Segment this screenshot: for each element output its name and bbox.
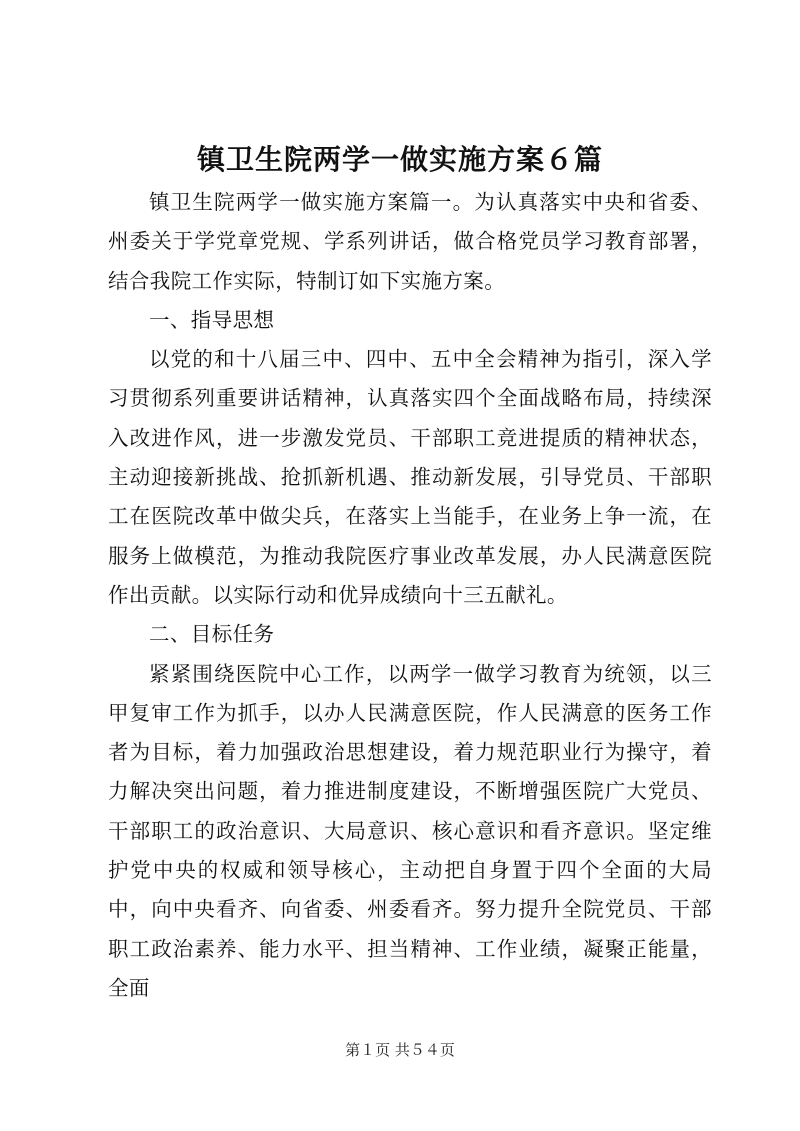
section-heading-guiding-ideology: 一、指导思想	[149, 307, 275, 332]
page-number: 第１页 共５４页	[345, 1041, 455, 1059]
guiding-ideology-paragraph: 以党的和十八届三中、四中、五中全会精神为指引，深入学习贯彻系列重要讲话精神，认真落实四个全面战略布局，持续深入改进作风，进一步激发党员、干部职工竞进提质的精神状态，主动迎接新挑战、抢抓新机遇、推动新发展，引导党员、干部职工在医院改革中做尖兵，在落实上当能手，在业务上争一流，在服务上做模范，为推动我院医疗事业改革发展，办人民满意医院作出贡献。以实际行动和优异成绩向十三五献礼。	[108, 347, 712, 607]
goals-tasks-paragraph: 紧紧围绕医院中心工作，以两学一做学习教育为统领，以三甲复审工作为抓手，以办人民满意医院，作人民满意的医务工作者为目标，着力加强政治思想建设，着力规范职业行为操守，着力解决突出问题，着力推进制度建设，不断增强医院广大党员、干部职工的政治意识、大局意识、核心意识和看齐意识。坚定维护党中央的权威和领导核心，主动把自身置于四个全面的大局中，向中央看齐、向省委、州委看齐。努力提升全院党员、干部职工政治素养、能力水平、担当精神、工作业绩，凝聚正能量，全面	[108, 661, 712, 1000]
document-title: 镇卫生院两学一做实施方案６篇	[196, 143, 603, 176]
document-body	[108, 183, 712, 1008]
section-heading-goals-tasks: 二、目标任务	[149, 622, 275, 647]
page-footer	[0, 1040, 800, 1060]
intro-paragraph: 镇卫生院两学一做实施方案篇一。为认真落实中央和省委、州委关于学党章党规、学系列讲话，做合格党员学习教育部署，结合我院工作实际，特制订如下实施方案。	[108, 190, 712, 293]
